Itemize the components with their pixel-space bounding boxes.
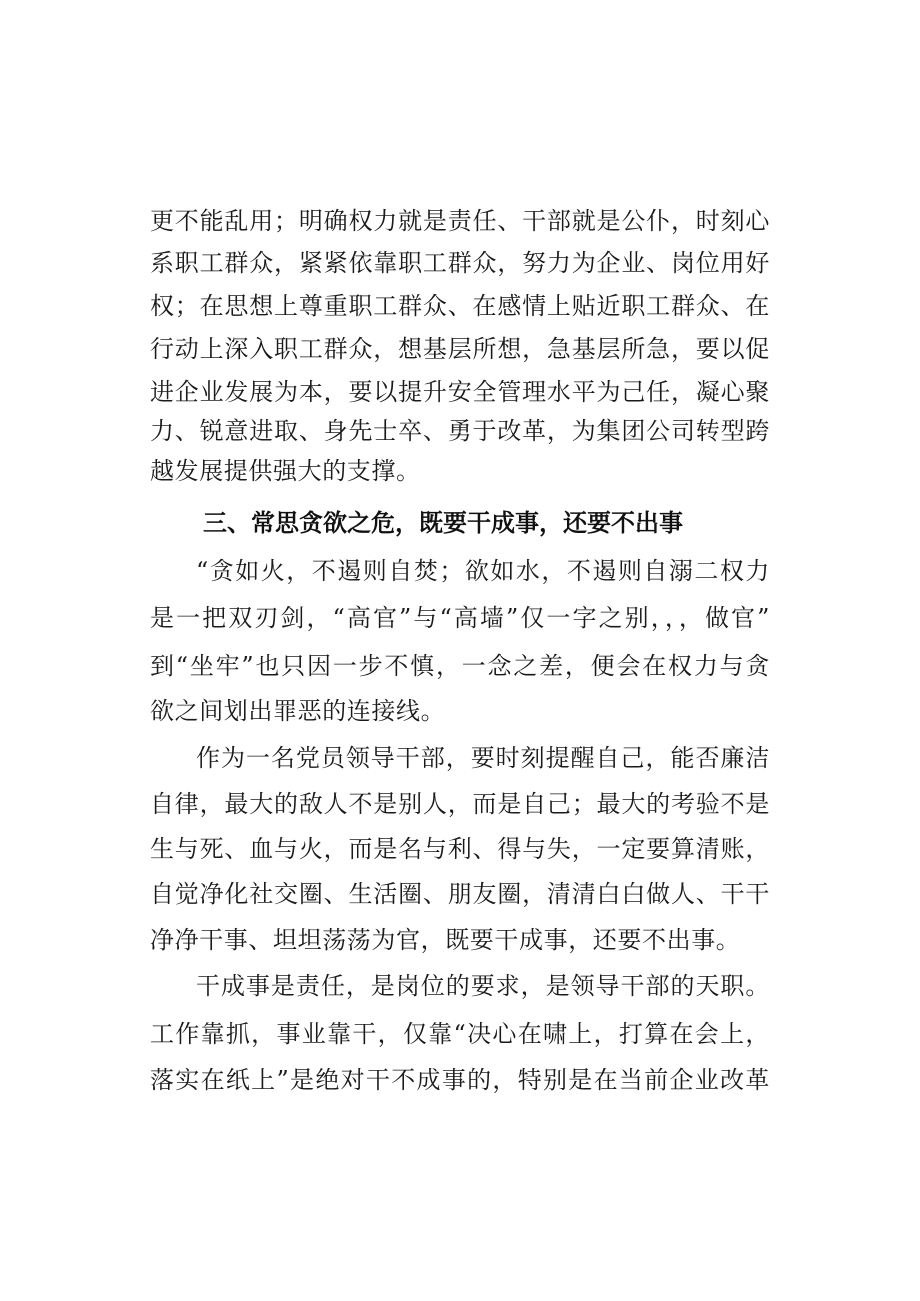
body-text-line: 欲之间划出罪恶的连接线。: [150, 697, 446, 725]
body-text-line: 到“坐牢”也只因一步不慎，一念之差，便会在权力与贪: [150, 652, 770, 680]
body-text-line: “贪如火，不遏则自焚；欲如水，不遏则自溺二权力: [196, 557, 770, 585]
section-heading: 三、常思贪欲之危，既要干成事，还要不出事: [203, 509, 683, 537]
body-text-line: 系职工群众，紧紧依靠职工群众，努力为企业、岗位用好: [150, 249, 770, 277]
body-text-line: 越发展提供强大的支撑。: [150, 457, 421, 485]
body-text-line: 自律，最大的敌人不是别人，而是自己；最大的考验不是: [150, 790, 770, 818]
body-text-line: 是一把双刃剑，“高官”与“高墙”仅一字之别，，，做官”: [150, 604, 770, 632]
body-text-line: 进企业发展为本，要以提升安全管理水平为己任，凝心聚: [150, 378, 770, 406]
body-text-line: 更不能乱用；明确权力就是责任、干部就是公仆，时刻心: [150, 207, 770, 235]
body-text-line: 生与死、血与火，而是名与利、得与失，一定要算清账，: [150, 835, 770, 863]
body-text-line: 力、锐意进取、身先士卒、勇于改革，为集团公司转型跨: [150, 417, 770, 445]
body-text-line: 行动上深入职工群众，想基层所想，急基层所急，要以促: [150, 335, 770, 363]
body-text-line: 权；在思想上尊重职工群众、在感情上贴近职工群众、在: [150, 292, 770, 320]
body-text-line: 工作靠抓，事业靠干，仅靠“决心在啸上，打算在会上，: [150, 1020, 770, 1048]
body-text-line: 自觉净化社交圈、生活圈、朋友圈，清清白白做人、干干: [150, 880, 770, 908]
body-text-line: 落实在纸上”是绝对干不成事的，特别是在当前企业改革: [150, 1066, 770, 1094]
body-text-line: 作为一名党员领导干部，要时刻提醒自己，能否廉洁: [196, 744, 770, 772]
body-text-line: 干成事是责任，是岗位的要求，是领导干部的天职。: [196, 972, 770, 1000]
body-text-line: 净净干事、坦坦荡荡为官，既要干成事，还要不出事。: [150, 926, 741, 954]
